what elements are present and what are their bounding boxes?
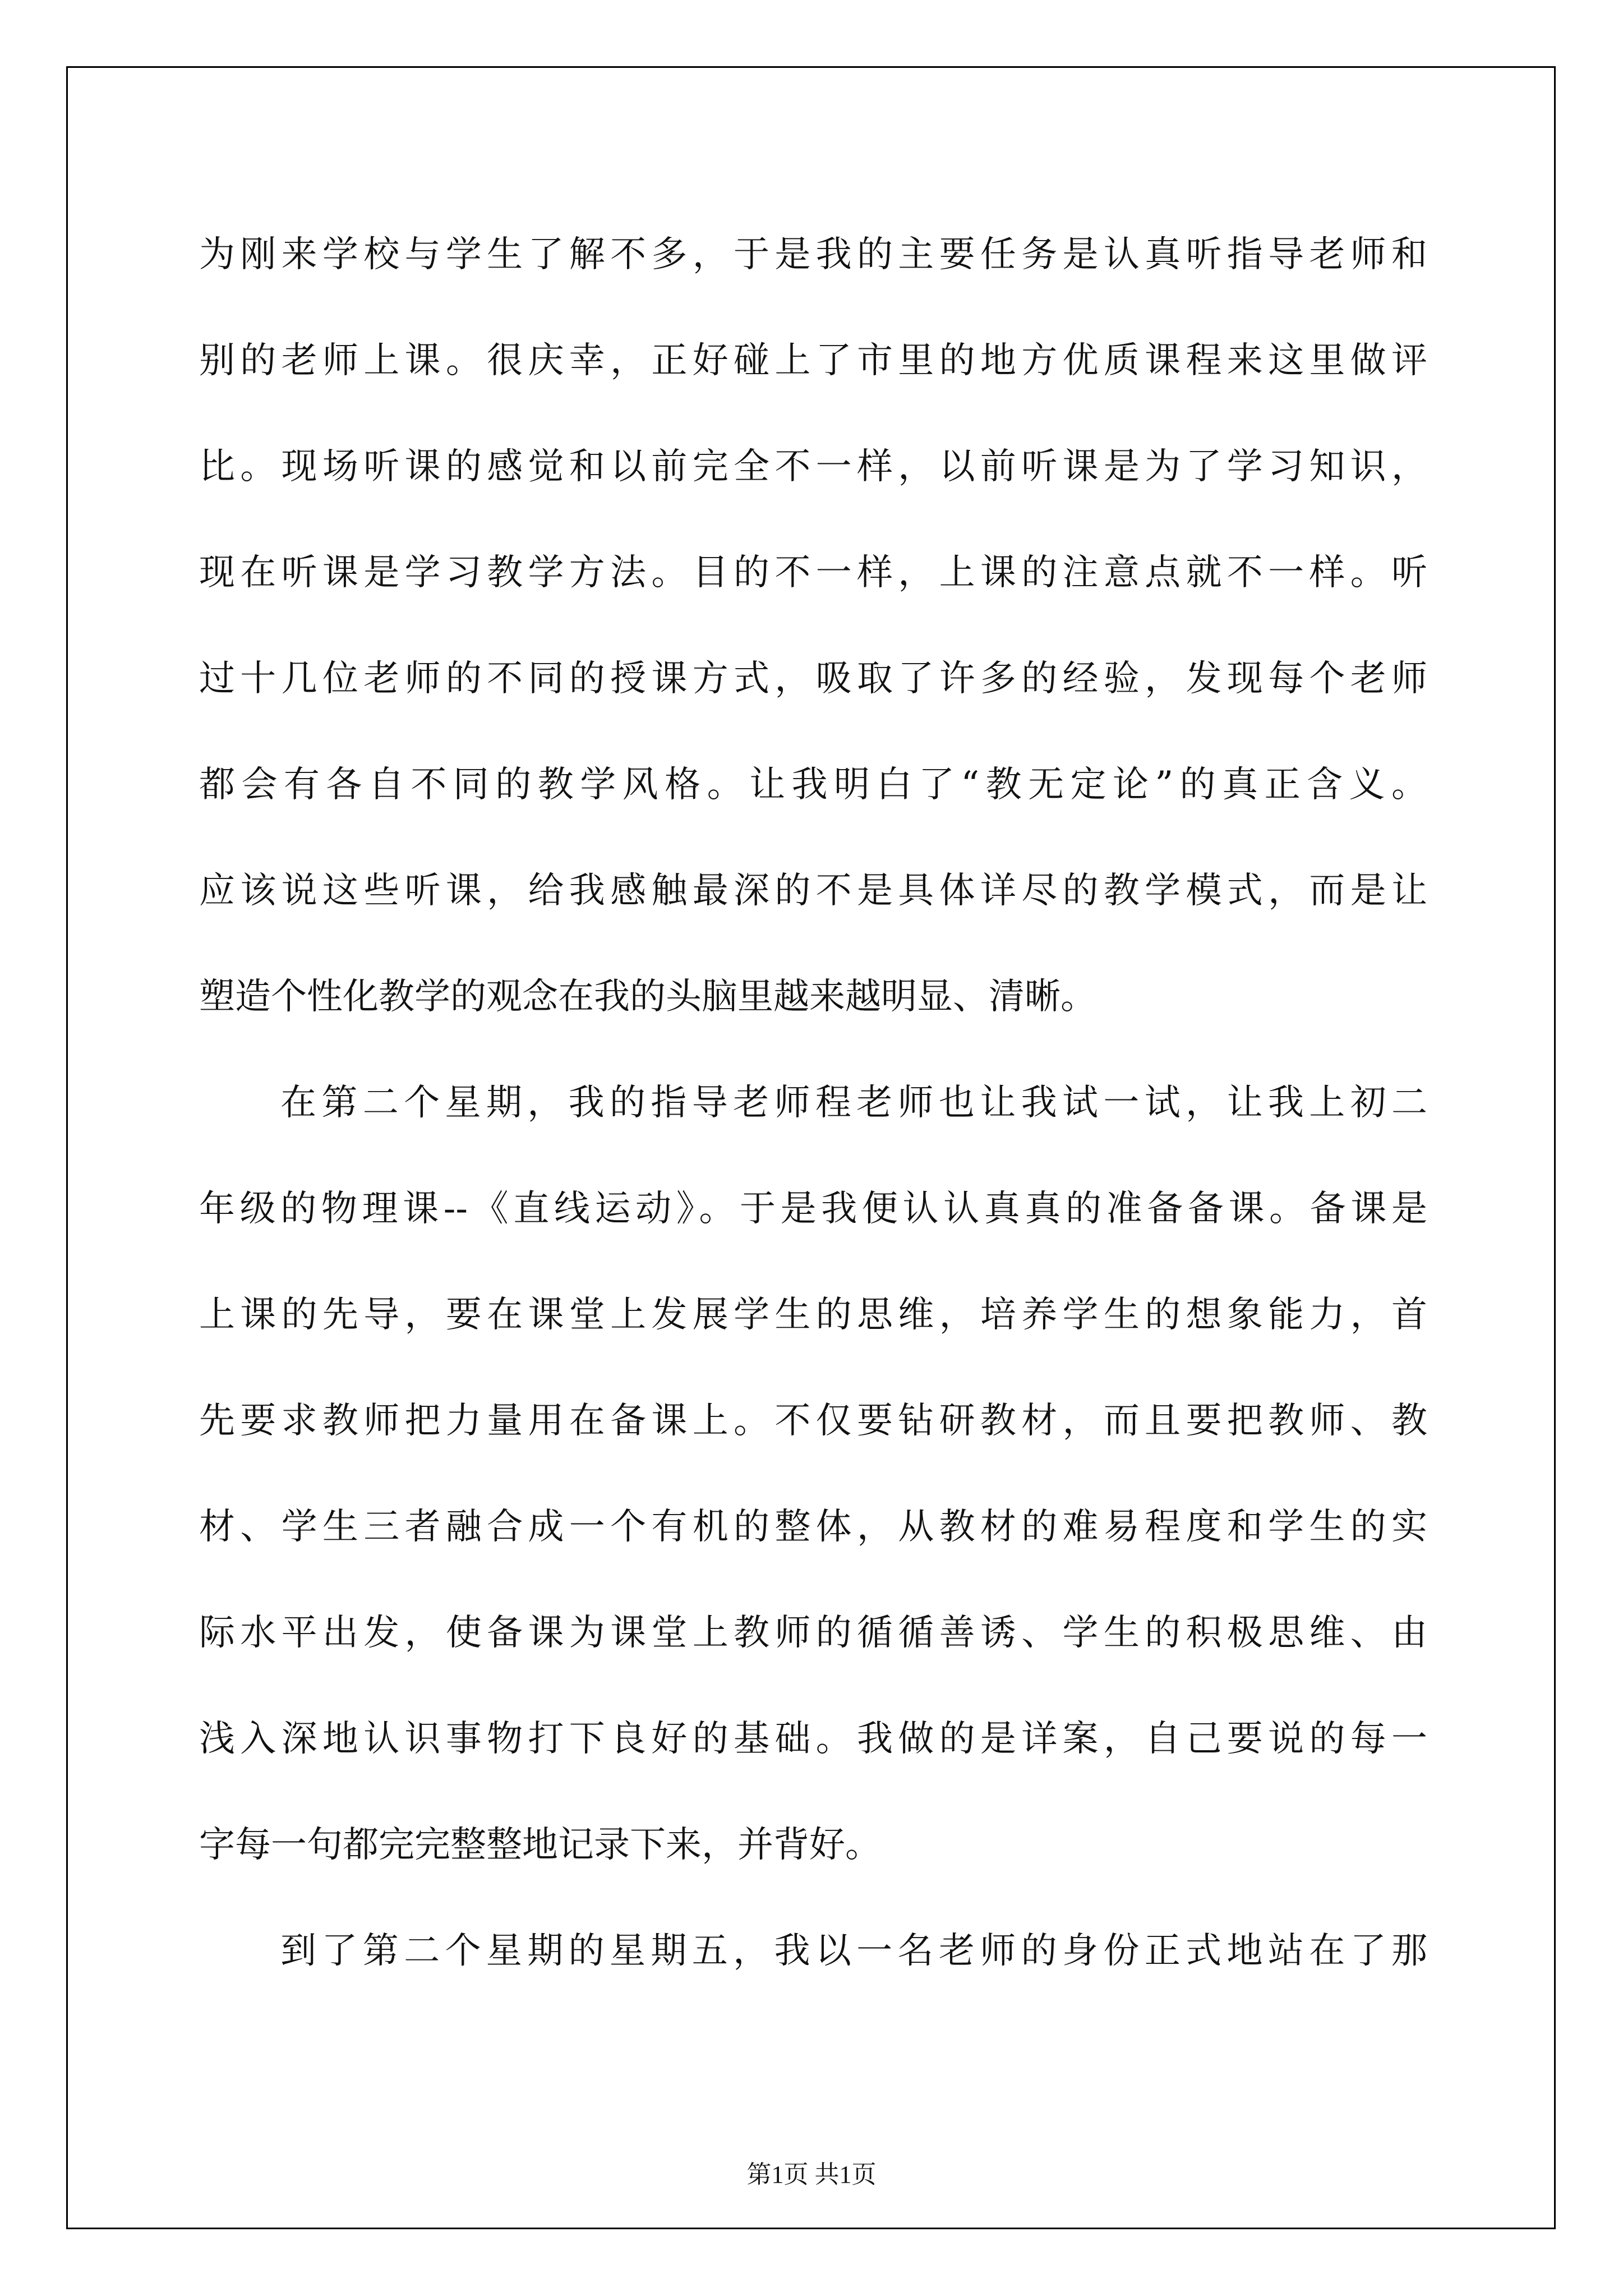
text-line: 先要求教师把力量用在备课上。不仅要钻研教材，而且要把教师、教 [199, 1400, 1427, 1442]
text-line: 年级的物理课--《直线运动》。于是我便认认真真的准备备课。备课是 [199, 1188, 1427, 1230]
text-line: 塑造个性化教学的观念在我的头脑里越来越明显、清晰。 [199, 976, 1096, 1018]
document-body [199, 202, 1427, 2004]
text-line: 在第二个星期，我的指导老师程老师也让我试一试，让我上初二 [280, 1082, 1427, 1124]
text-line: 到了第二个星期的星期五，我以一名老师的身份正式地站在了那 [280, 1930, 1427, 1972]
text-line: 字每一句都完完整整地记录下来，并背好。 [199, 1824, 881, 1866]
text-line: 为刚来学校与学生了解不多，于是我的主要任务是认真听指导老师和 [199, 234, 1427, 275]
text-line: 上课的先导，要在课堂上发展学生的思维，培养学生的想象能力，首 [199, 1294, 1427, 1336]
text-line: 应该说这些听课，给我感触最深的不是具体详尽的教学模式，而是让 [199, 870, 1427, 912]
text-line: 浅入深地认识事物打下良好的基础。我做的是详案，自己要说的每一 [199, 1718, 1427, 1760]
text-line: 比。现场听课的感觉和以前完全不一样，以前听课是为了学习知识， [199, 446, 1427, 487]
text-line: 材、学生三者融合成一个有机的整体，从教材的难易程度和学生的实 [199, 1506, 1427, 1548]
text-line: 别的老师上课。很庆幸，正好碰上了市里的地方优质课程来这里做评 [199, 340, 1427, 381]
text-line: 际水平出发，使备课为课堂上教师的循循善诱、学生的积极思维、由 [199, 1612, 1427, 1654]
page-footer: 第1页 共1页 [746, 2161, 877, 2188]
text-line: 过十几位老师的不同的授课方式，吸取了许多的经验，发现每个老师 [199, 658, 1427, 700]
text-line: 现在听课是学习教学方法。目的不一样，上课的注意点就不一样。听 [199, 552, 1427, 593]
text-line: 都会有各自不同的教学风格。让我明白了“教无定论”的真正含义。 [199, 764, 1427, 806]
